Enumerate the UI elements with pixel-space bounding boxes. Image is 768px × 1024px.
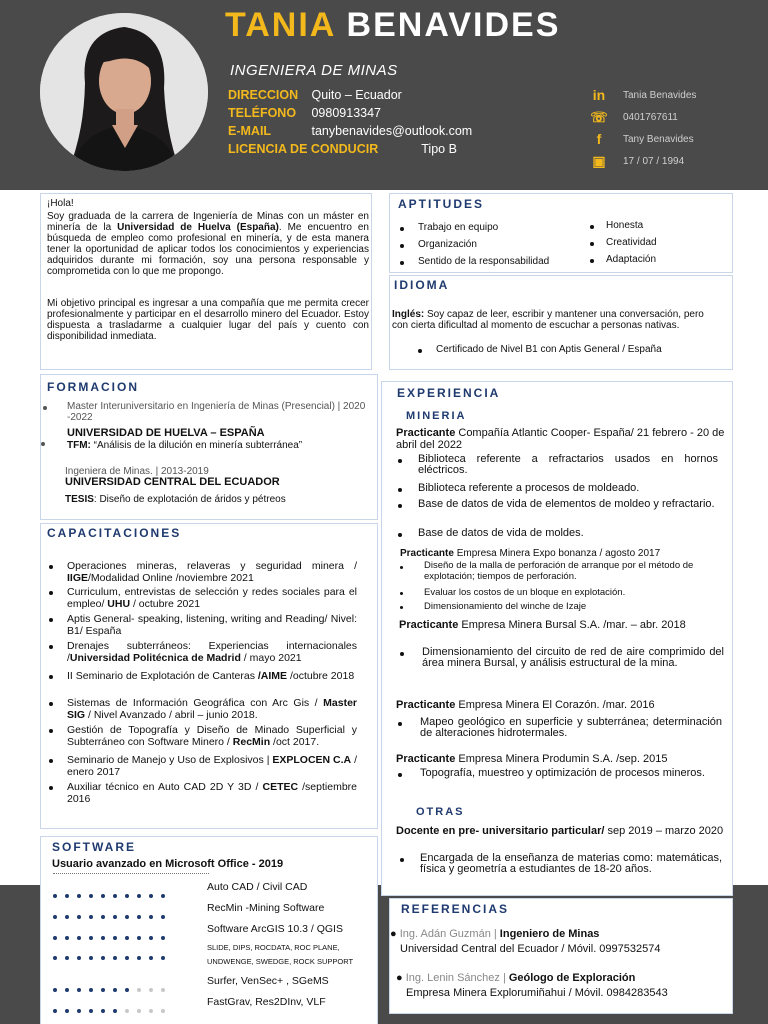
level-dot <box>65 915 69 919</box>
software-level-dots <box>53 947 173 965</box>
level-dot <box>149 956 153 960</box>
level-dot <box>149 915 153 919</box>
contact-text: Tany Benavides <box>623 133 694 145</box>
job-bullet: Biblioteca referente a refractarios usados en hornos eléctricos. <box>418 453 718 476</box>
job-header: Docente en pre- universitario particular/ sep 2019 – marzo 2020 <box>396 825 724 837</box>
job-bullet: Dimensionamiento del circuito de red de aire comprimido del área minera Bursal, y análisis estructural de la mina. <box>422 646 724 669</box>
capacitacion-item: Auxiliar técnico en Auto CAD 2D Y 3D / CETEC /septiembre 2016 <box>67 781 357 805</box>
capacitacion-item: II Seminario de Explotación de Canteras /AIME /octubre 2018 <box>67 670 355 682</box>
level-dot <box>125 988 129 992</box>
level-dot <box>161 1009 165 1013</box>
mineria-title: MINERIA <box>406 410 467 422</box>
referencias-title: REFERENCIAS <box>401 902 510 916</box>
info-email <box>228 124 472 138</box>
referencias-section <box>389 898 733 1014</box>
job-bullet: Topografía, muestreo y optimización de procesos mineros. <box>420 767 705 779</box>
contact-text: 17 / 07 / 1994 <box>623 155 685 167</box>
level-dot <box>89 1009 93 1013</box>
level-dot <box>89 956 93 960</box>
software-level-dots <box>53 979 173 997</box>
level-dot <box>125 936 129 940</box>
info-label: DIRECCION <box>228 88 299 102</box>
first-name: TANIA <box>225 6 336 44</box>
info-value: Quito – Ecuador <box>311 88 402 102</box>
formacion-detail: TESIS: Diseño de explotación de áridos y pétreos <box>65 494 286 505</box>
level-dot <box>161 936 165 940</box>
contact-text: 0401767611 <box>623 111 678 123</box>
level-dot <box>53 936 57 940</box>
level-dot <box>125 1009 129 1013</box>
contact-facebook[interactable] <box>588 128 758 150</box>
profile-paragraph-2: Mi objetivo principal es ingresar a una compañía que me permita crecer profesionalmente y participar en el desarrollo minero del Ecuador. Estoy dispuesta a trasladarme a cualquier lugar del país y cuento con disponibilidad inmediata. <box>47 298 369 342</box>
level-dot <box>65 956 69 960</box>
job-bullet: Biblioteca referente a procesos de moldeado. <box>418 482 640 494</box>
job-bullet: Encargada de la enseñanza de materias como: matemáticas, física y geometría a estudiantes de 18-20 años. <box>420 852 722 875</box>
formacion-section <box>40 374 378 520</box>
idioma-section <box>389 275 733 370</box>
job-bullet: Mapeo geológico en superficie y subterránea; determinación de alteraciones hidrotermales. <box>420 716 722 739</box>
level-dot <box>149 936 153 940</box>
facebook-icon: f <box>596 131 602 147</box>
job-bullet: Base de datos de vida de moldes. <box>418 527 584 539</box>
contact-birthdate <box>588 150 758 172</box>
info-label: LICENCIA DE CONDUCIR <box>228 142 379 156</box>
info-address <box>228 88 402 102</box>
software-level-dots <box>53 906 173 924</box>
level-dot <box>161 988 165 992</box>
level-dot <box>65 1009 69 1013</box>
experiencia-title: EXPERIENCIA <box>397 386 501 400</box>
aptitude-item: Adaptación <box>606 254 657 265</box>
contact-phone[interactable] <box>588 106 758 128</box>
idioma-title: IDIOMA <box>394 278 450 292</box>
info-value[interactable]: tanybenavides@outlook.com <box>311 124 473 138</box>
contact-list <box>588 84 758 172</box>
job-bullet: Base de datos de vida de elementos de moldeo y refractario. <box>418 498 715 510</box>
formacion-school: UNIVERSIDAD CENTRAL DEL ECUADOR <box>65 476 280 488</box>
level-dot <box>149 894 153 898</box>
capacitacion-item: Drenajes subterráneos: Experiencias internacionales /Universidad Politécnica de Madrid / mayo 2021 <box>67 640 357 664</box>
otras-title: OTRAS <box>416 806 465 818</box>
level-dot <box>53 988 57 992</box>
software-title: SOFTWARE <box>52 840 136 854</box>
info-value: Tipo B <box>421 142 457 156</box>
phone-icon: ☏ <box>590 108 608 125</box>
level-dot <box>149 988 153 992</box>
level-dot <box>137 915 141 919</box>
aptitude-item: Sentido de la responsabilidad <box>418 256 550 267</box>
capacitacion-item: Gestión de Topografía y Diseño de Minado Superficial y Subterráneo con Software Minero / RecMin /oct 2017. <box>67 724 357 748</box>
full-name <box>225 6 560 45</box>
idioma-text: Inglés: Soy capaz de leer, escribir y mantener una conversación, pero con cierta dificultad al momento de escuchar a personas nativas. <box>392 309 704 331</box>
software-item: SLIDE, DIPS, ROCDATA, ROC PLANE, UNDWENGE, SWEDGE, ROCK SUPPORT <box>207 943 354 966</box>
level-dot <box>65 894 69 898</box>
software-office: Usuario avanzado en Microsoft Office - 2019 <box>52 858 284 870</box>
level-dot <box>65 936 69 940</box>
level-dot <box>137 988 141 992</box>
id-card-icon: ▣ <box>592 152 606 169</box>
profile-section <box>40 193 372 370</box>
level-dot <box>89 936 93 940</box>
level-dot <box>65 988 69 992</box>
capacitacion-item: Aptis General- speaking, listening, writing and Reading/ Nivel: B1/ España <box>67 613 357 637</box>
level-dot <box>101 894 105 898</box>
level-dot <box>53 956 57 960</box>
linkedin-icon: in <box>592 87 606 103</box>
level-dot <box>113 936 117 940</box>
job-bullet: Dimensionamiento del winche de Izaje <box>424 601 587 612</box>
level-dot <box>125 894 129 898</box>
level-dot <box>89 988 93 992</box>
level-dot <box>101 1009 105 1013</box>
capacitaciones-section <box>40 523 378 829</box>
software-level-dots <box>53 927 173 945</box>
level-dot <box>149 1009 153 1013</box>
aptitude-item: Organización <box>418 239 477 250</box>
idioma-certificate: Certificado de Nivel B1 con Aptis General / España <box>436 344 662 355</box>
level-dot <box>77 956 81 960</box>
level-dot <box>77 988 81 992</box>
info-label: E-MAIL <box>228 124 272 138</box>
info-license <box>228 142 457 156</box>
level-dot <box>113 988 117 992</box>
capacitacion-item: Curriculum, entrevistas de selección y redes sociales para el empleo/ UHU / octubre 2021 <box>67 586 357 610</box>
level-dot <box>89 894 93 898</box>
software-item: RecMin -Mining Software <box>207 902 325 914</box>
header <box>0 0 768 190</box>
job-header: Practicante Empresa Minera Produmin S.A. /sep. 2015 <box>396 753 668 765</box>
level-dot <box>53 894 57 898</box>
level-dot <box>89 915 93 919</box>
level-dot <box>137 936 141 940</box>
level-dot <box>53 915 57 919</box>
level-dot <box>77 936 81 940</box>
job-bullet: Diseño de la malla de perforación de arranque por el método de explotación; tiempos de perforación. <box>424 560 694 582</box>
software-level-dots <box>53 1000 173 1018</box>
job-bullet: Evaluar los costos de un bloque en explotación. <box>424 587 626 598</box>
job-header: Practicante Compañía Atlantic Cooper- España/ 21 febrero - 20 de abril del 2022 <box>396 427 725 451</box>
last-name: BENAVIDES <box>346 6 561 44</box>
level-dot <box>161 915 165 919</box>
info-label: TELÉFONO <box>228 106 297 120</box>
level-dot <box>53 1009 57 1013</box>
level-dot <box>77 1009 81 1013</box>
profile-photo <box>40 13 208 171</box>
level-dot <box>125 956 129 960</box>
job-header: Practicante Empresa Minera El Corazón. /mar. 2016 <box>396 699 655 711</box>
software-item: Surfer, VenSec+ , SGeMS <box>207 975 329 987</box>
software-item: FastGrav, Res2DInv, VLF <box>207 996 326 1008</box>
reference-org: Universidad Central del Ecuador / Móvil. 0997532574 <box>400 943 661 955</box>
reference-item: ● Ing. Lenin Sánchez | Geólogo de Exploración <box>396 972 636 984</box>
info-value: 0980913347 <box>311 106 382 120</box>
profile-paragraph-1: Soy graduada de la carrera de Ingeniería de Minas con un máster en minería de la Universidad de Huelva (España). Me encuentro en búsqueda de empleo como profesional en minería, y de esta manera tener la oportunidad de aplicar todos los conocimientos y experiencias adquiridos durante mi formación, soy una persona responsable y comprometida con lo que me propongo. <box>47 211 369 277</box>
level-dot <box>125 915 129 919</box>
level-dot <box>113 956 117 960</box>
level-dot <box>137 1009 141 1013</box>
formacion-program: Master Interuniversitario en Ingeniería de Minas (Presencial) | 2020 -2022 <box>67 401 366 423</box>
formacion-title: FORMACION <box>47 380 139 394</box>
capacitaciones-title: CAPACITACIONES <box>47 526 182 540</box>
info-phone <box>228 106 381 120</box>
level-dot <box>113 894 117 898</box>
reference-org: Empresa Minera Explorumiñahui / Móvil. 0984283543 <box>406 987 668 999</box>
formacion-detail: TFM: “Análisis de la dilución en minería subterránea” <box>67 440 303 451</box>
contact-linkedin[interactable] <box>588 84 758 106</box>
level-dot <box>101 956 105 960</box>
level-dot <box>101 988 105 992</box>
level-dot <box>161 894 165 898</box>
aptitudes-title: APTITUDES <box>398 197 485 211</box>
reference-item: ● Ing. Adán Guzmán | Ingeniero de Minas <box>390 928 600 940</box>
experiencia-section <box>381 381 733 896</box>
software-section <box>40 836 378 1024</box>
aptitude-item: Creatividad <box>606 237 657 248</box>
greeting: ¡Hola! <box>47 198 74 209</box>
capacitacion-item: Operaciones mineras, relaveras y seguridad minera / IIGE/Modalidad Online /noviembre 2021 <box>67 560 357 584</box>
job-title: INGENIERA DE MINAS <box>230 62 398 79</box>
level-dot <box>161 956 165 960</box>
level-dot <box>137 956 141 960</box>
software-level-dots <box>53 885 173 903</box>
capacitacion-item: Sistemas de Información Geográfica con Arc Gis / Master SIG / Nivel Avanzado / abril – junio 2018. <box>67 697 357 721</box>
level-dot <box>77 894 81 898</box>
job-header: Practicante Empresa Minera Expo bonanza / agosto 2017 <box>400 548 661 559</box>
aptitudes-section <box>389 193 733 273</box>
formacion-program: Ingeniera de Minas. | 2013-2019 <box>65 466 209 477</box>
software-item: Auto CAD / Civil CAD <box>207 881 308 893</box>
aptitude-item: Trabajo en equipo <box>418 222 499 233</box>
level-dot <box>101 915 105 919</box>
aptitude-item: Honesta <box>606 220 644 231</box>
job-header: Practicante Empresa Minera Bursal S.A. /mar. – abr. 2018 <box>399 619 686 631</box>
software-item: Software ArcGIS 10.3 / QGIS <box>207 923 343 935</box>
level-dot <box>113 915 117 919</box>
capacitacion-item: Seminario de Manejo y Uso de Explosivos | EXPLOCEN C.A / enero 2017 <box>67 754 357 778</box>
level-dot <box>113 1009 117 1013</box>
formacion-school: UNIVERSIDAD DE HUELVA – ESPAÑA <box>67 427 265 439</box>
level-dot <box>77 915 81 919</box>
level-dot <box>101 936 105 940</box>
level-dot <box>137 894 141 898</box>
contact-text: Tania Benavides <box>623 89 697 101</box>
